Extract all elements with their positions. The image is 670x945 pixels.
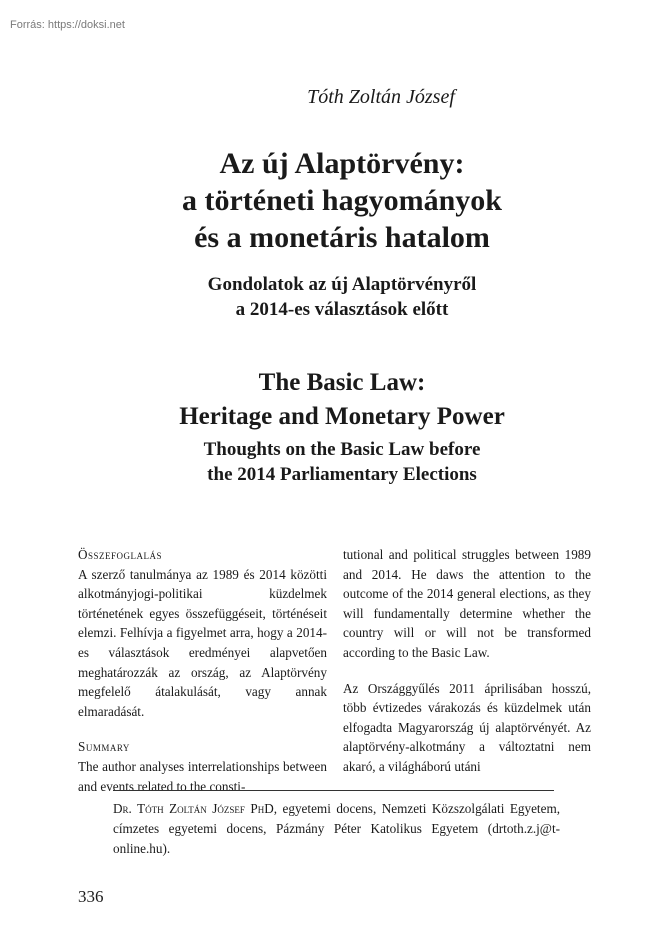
author-footnote xyxy=(113,799,560,859)
summary-text: The author analyses interrelationships between and events related to the consti- xyxy=(78,758,327,794)
footnote-divider xyxy=(113,790,554,791)
right-column xyxy=(343,545,591,777)
title-hu-line-1: Az új Alaptörvény: xyxy=(219,147,465,180)
footnote-author-name: Dr. Tóth Zoltán József PhD xyxy=(113,801,274,816)
page-number: 336 xyxy=(78,887,104,906)
title-en-line-2: Heritage and Monetary Power xyxy=(179,403,505,430)
title-hu-line-2: a történeti hagyományok xyxy=(182,184,502,217)
subtitle-hu-line-2: a 2014-es választások előtt xyxy=(235,299,449,320)
source-watermark: Forrás: https://doksi.net xyxy=(10,19,125,31)
subtitle-english xyxy=(92,437,592,487)
title-hu-line-3: és a monetáris hatalom xyxy=(194,221,490,254)
subtitle-en-line-1: Thoughts on the Basic Law before xyxy=(203,439,481,460)
title-english xyxy=(92,366,592,434)
subtitle-en-line-2: the 2014 Parliamentary Elections xyxy=(207,464,477,485)
title-en-line-1: The Basic Law: xyxy=(258,369,426,396)
title-hungarian xyxy=(92,145,592,256)
footnote-text: , egyetemi docens, Nemzeti Közszolgálati Egyetem, címzetes egyetemi docens, Pázmány Péter Katolikus Egyetem (drtoth.z.j@t-online.hu). xyxy=(113,801,560,856)
abstract-text: A szerző tanulmánya az 1989 és 2014 közötti alkotmányjogi-politikai küzdelmek történetének egyes összefüggéseit, történéseit elemzi. Felhívja a figyelmet arra, hogy a 2014-es választások eredményei alapvetően meghatározzák az ország, az Alaptörvény megfelelő átalakulását, vagy annak elmaradását. xyxy=(78,566,327,719)
summary-heading: Summary xyxy=(78,739,130,755)
summary-continuation: tutional and political struggles between 1989 and 2014. He daws the attention to the outcome of the 2014 general elections, as they will fundamentally determine whether the country will or will not be transformed according to the Basic Law. xyxy=(343,547,591,660)
subtitle-hungarian xyxy=(92,272,592,322)
body-text: Az Országgyűlés 2011 áprilisában hosszú, több évtizedes várakozás és küzdelmek után elfogadta Magyarország új alaptörvényét. Az alaptörvény-alkotmány a változtatni nem akaró, a világháború utáni xyxy=(343,680,591,774)
left-column xyxy=(78,545,327,796)
article-author: Tóth Zoltán József xyxy=(307,86,455,108)
abstract-heading: Összefoglalás xyxy=(78,547,163,562)
subtitle-hu-line-1: Gondolatok az új Alaptörvényről xyxy=(207,274,477,295)
